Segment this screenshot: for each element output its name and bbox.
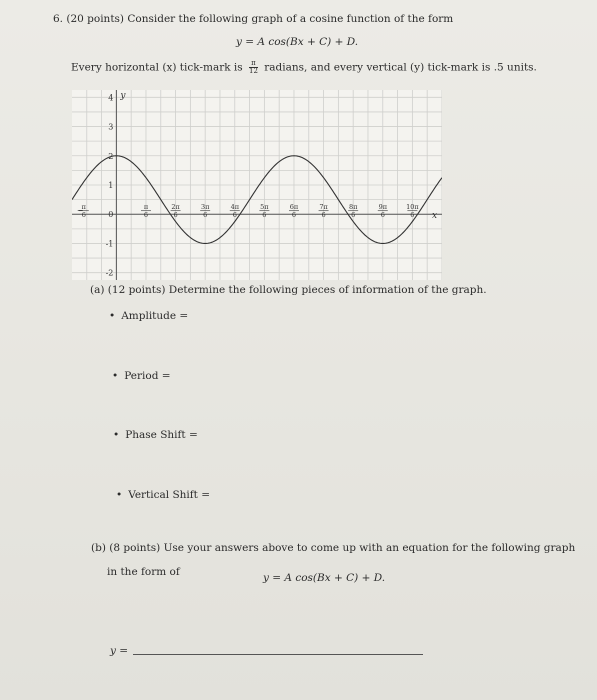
period-prompt: • Period = <box>112 370 171 382</box>
y-tick-label: 1 <box>108 181 114 190</box>
x-tick-denominator: 6 <box>232 211 237 220</box>
x-tick-numerator: 10π <box>406 203 419 212</box>
problem-header: 6. (20 points) Consider the following graph of a cosine function of the form <box>53 13 454 25</box>
x-tick-denominator: 6 <box>321 211 326 220</box>
cosine-graph <box>72 90 442 280</box>
y-tick-label: 0 <box>108 210 114 220</box>
x-tick-denominator: 6 <box>262 211 267 220</box>
x-tick-numerator: π <box>143 203 149 212</box>
answer-label: y = <box>110 645 129 657</box>
x-tick-numerator: 5π <box>260 203 269 212</box>
y-tick-label: 2 <box>108 151 114 161</box>
vertical-shift-prompt: • Vertical Shift = <box>116 489 210 501</box>
answer-line[interactable] <box>133 654 423 655</box>
x-tick-numerator: 9π <box>378 203 387 212</box>
x-tick-minus: − <box>76 206 84 216</box>
x-tick-numerator: 4π <box>230 203 239 212</box>
x-tick-numerator: 8π <box>348 203 358 212</box>
x-tick-numerator: 6π <box>289 203 299 212</box>
tick-info-pre: Every horizontal (x) tick-mark is <box>71 61 243 74</box>
part-b-header: (b) (8 points) Use your answers above to come up with an equation for the following graph <box>91 542 576 554</box>
x-tick-denominator: 6 <box>81 211 86 220</box>
y-tick-label: 4 <box>108 93 114 103</box>
x-tick-denominator: 6 <box>173 211 178 220</box>
x-tick-numerator: 3π <box>200 203 210 212</box>
x-tick-denominator: 6 <box>380 211 385 220</box>
tick-frac-den: 12 <box>249 67 258 75</box>
y-tick-label: -2 <box>105 268 114 278</box>
tick-fraction <box>249 60 258 75</box>
x-tick-denominator: 6 <box>203 211 208 220</box>
tick-info <box>71 60 537 75</box>
x-tick-denominator: 6 <box>291 211 297 220</box>
amplitude-prompt: • Amplitude = <box>109 310 188 322</box>
y-tick-label: -1 <box>105 239 114 249</box>
tick-info-post: radians, and every vertical (y) tick-mark is .5 units. <box>264 61 537 74</box>
part-b-line2: in the form of <box>107 566 180 578</box>
x-tick-denominator: 6 <box>410 211 415 220</box>
form-equation: y = A cos(Bx + C) + D. <box>236 36 359 48</box>
y-tick-label: 3 <box>108 122 114 132</box>
y-axis-label: y <box>120 91 126 101</box>
x-tick-numerator: π <box>81 203 86 212</box>
tick-frac-num: π <box>249 60 258 68</box>
phase-shift-prompt: • Phase Shift = <box>113 429 198 441</box>
x-axis-label: x <box>432 211 438 222</box>
part-a-header: (a) (12 points) Determine the following pieces of information of the graph. <box>90 284 487 296</box>
part-b-form: y = A cos(Bx + C) + D. <box>263 572 386 584</box>
x-tick-denominator: 6 <box>143 211 149 220</box>
x-tick-numerator: 7π <box>319 203 328 212</box>
x-tick-numerator: 2π <box>171 203 180 212</box>
x-tick-denominator: 6 <box>351 211 356 220</box>
